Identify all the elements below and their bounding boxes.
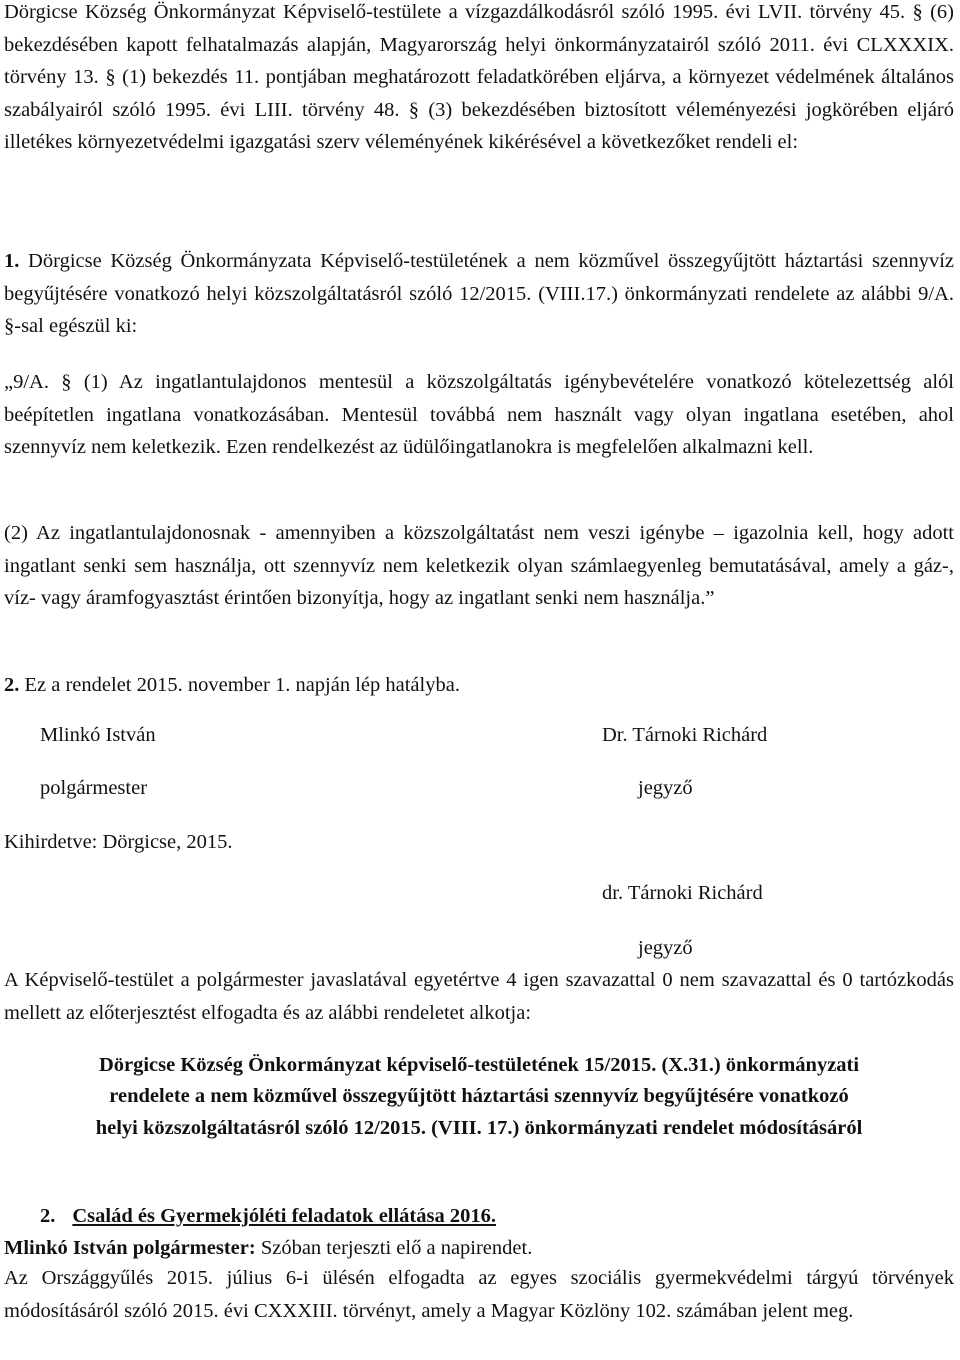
- decree-title-line-2: rendelete a nem közművel összegyűjtött háztartási szennyvíz begyűjtésére vonatkozó: [109, 1085, 849, 1107]
- speaker-line: [4, 1232, 532, 1264]
- decree-title-line-1: Dörgicse Község Önkormányzat képviselő-testületének 15/2015. (X.31.) önkormányzati: [98, 1054, 860, 1076]
- section-1-paragraph: [4, 245, 954, 343]
- closing-paragraph: Az Országgyűlés 2015. július 6-i ülésén elfogadta az egyes szociális gyermekvédelmi tárgyú törvények módosításáról szóló 2015. évi CXXXIII. törvényt, amely a Magyar Közlöny 102. számában jelent meg.: [4, 1267, 954, 1322]
- notary-2-name: dr. Tárnoki Richárd: [602, 882, 763, 904]
- section-1-text: Dörgicse Község Önkormányzata Képviselő-testületének a nem közművel összegyűjtött háztartási szennyvíz begyűjtésére vonatkozó helyi közszolgáltatásról szóló 12/2015. (VIII.17.) önkormányzati rendelete az alábbi 9/A. §-sal egészül ki:: [4, 250, 954, 337]
- agenda-item-title: Család és Gyermekjóléti feladatok ellátása 2016.: [72, 1205, 496, 1227]
- agenda-item: [40, 1200, 496, 1232]
- section-2-paragraph: [4, 669, 954, 702]
- mayor-name: Mlinkó István: [40, 724, 156, 746]
- section-9a-para-1: „9/A. § (1) Az ingatlantulajdonos mentesül a közszolgáltatás igénybevételére vonatkozó kötelezettség alól beépítetlen ingatlana vonatkozásában. Mentesül továbbá nem használt vagy olyan ingatlana esetében, ahol szennyvíz nem keletkezik. Ezen rendelkezést az üdülőingatlanokra is megfelelően alkalmazni kell.: [4, 371, 954, 458]
- decree-title-line-3: helyi közszolgáltatásról szóló 12/2015. (VIII. 17.) önkormányzati rendelet módosításáról: [95, 1117, 863, 1139]
- notary-name: Dr. Tárnoki Richárd: [602, 724, 768, 746]
- vote-paragraph: A Képviselő-testület a polgármester javaslatával egyetértve 4 igen szavazattal 0 nem szavazattal és 0 tartózkodás mellett az előterjesztést elfogadta és az alábbi rendeletet alkotja:: [4, 969, 954, 1024]
- section-2-text: Ez a rendelet 2015. november 1. napján lép hatályba.: [19, 674, 460, 696]
- speaker-text: Szóban terjeszti elő a napirendet.: [255, 1237, 533, 1259]
- agenda-item-number: 2.: [40, 1205, 56, 1227]
- notary-2-title: jegyző: [638, 937, 693, 959]
- section-1-number: 1.: [4, 250, 20, 272]
- notary-title: jegyző: [638, 777, 693, 799]
- section-2-number: 2.: [4, 674, 20, 696]
- announced-line: Kihirdetve: Dörgicse, 2015.: [4, 831, 233, 853]
- mayor-title: polgármester: [40, 777, 148, 799]
- speaker-label: Mlinkó István polgármester:: [4, 1237, 256, 1259]
- section-9a-para-2: (2) Az ingatlantulajdonosnak - amennyiben a közszolgáltatást nem veszi igénybe – igazolnia kell, hogy adott ingatlant senki sem használja, ott szennyvíz nem keletkezik olyan számlaegyenleg bemutatásával, amely a gáz-, víz- vagy áramfogyasztást érintően bizonyítja, hogy az ingatlant senki nem használja.”: [4, 522, 954, 609]
- intro-paragraph: Dörgicse Község Önkormányzat Képviselő-testülete a vízgazdálkodásról szóló 1995. évi LVII. törvény 45. § (6) bekezdésében kapott felhatalmazás alapján, Magyarország helyi önkormányzatairól szóló 2011. évi CLXXXIX. törvény 13. § (1) bekezdés 11. pontjában meghatározott feladatkörében eljárva, a környezet védelmének általános szabályairól szóló 1995. évi LIII. törvény 48. § (3) bekezdésében biztosított véleményezési jogkörében eljáró illetékes környezetvédelmi igazgatási szerv véleményének kikérésével a következőket rendeli el:: [4, 1, 954, 153]
